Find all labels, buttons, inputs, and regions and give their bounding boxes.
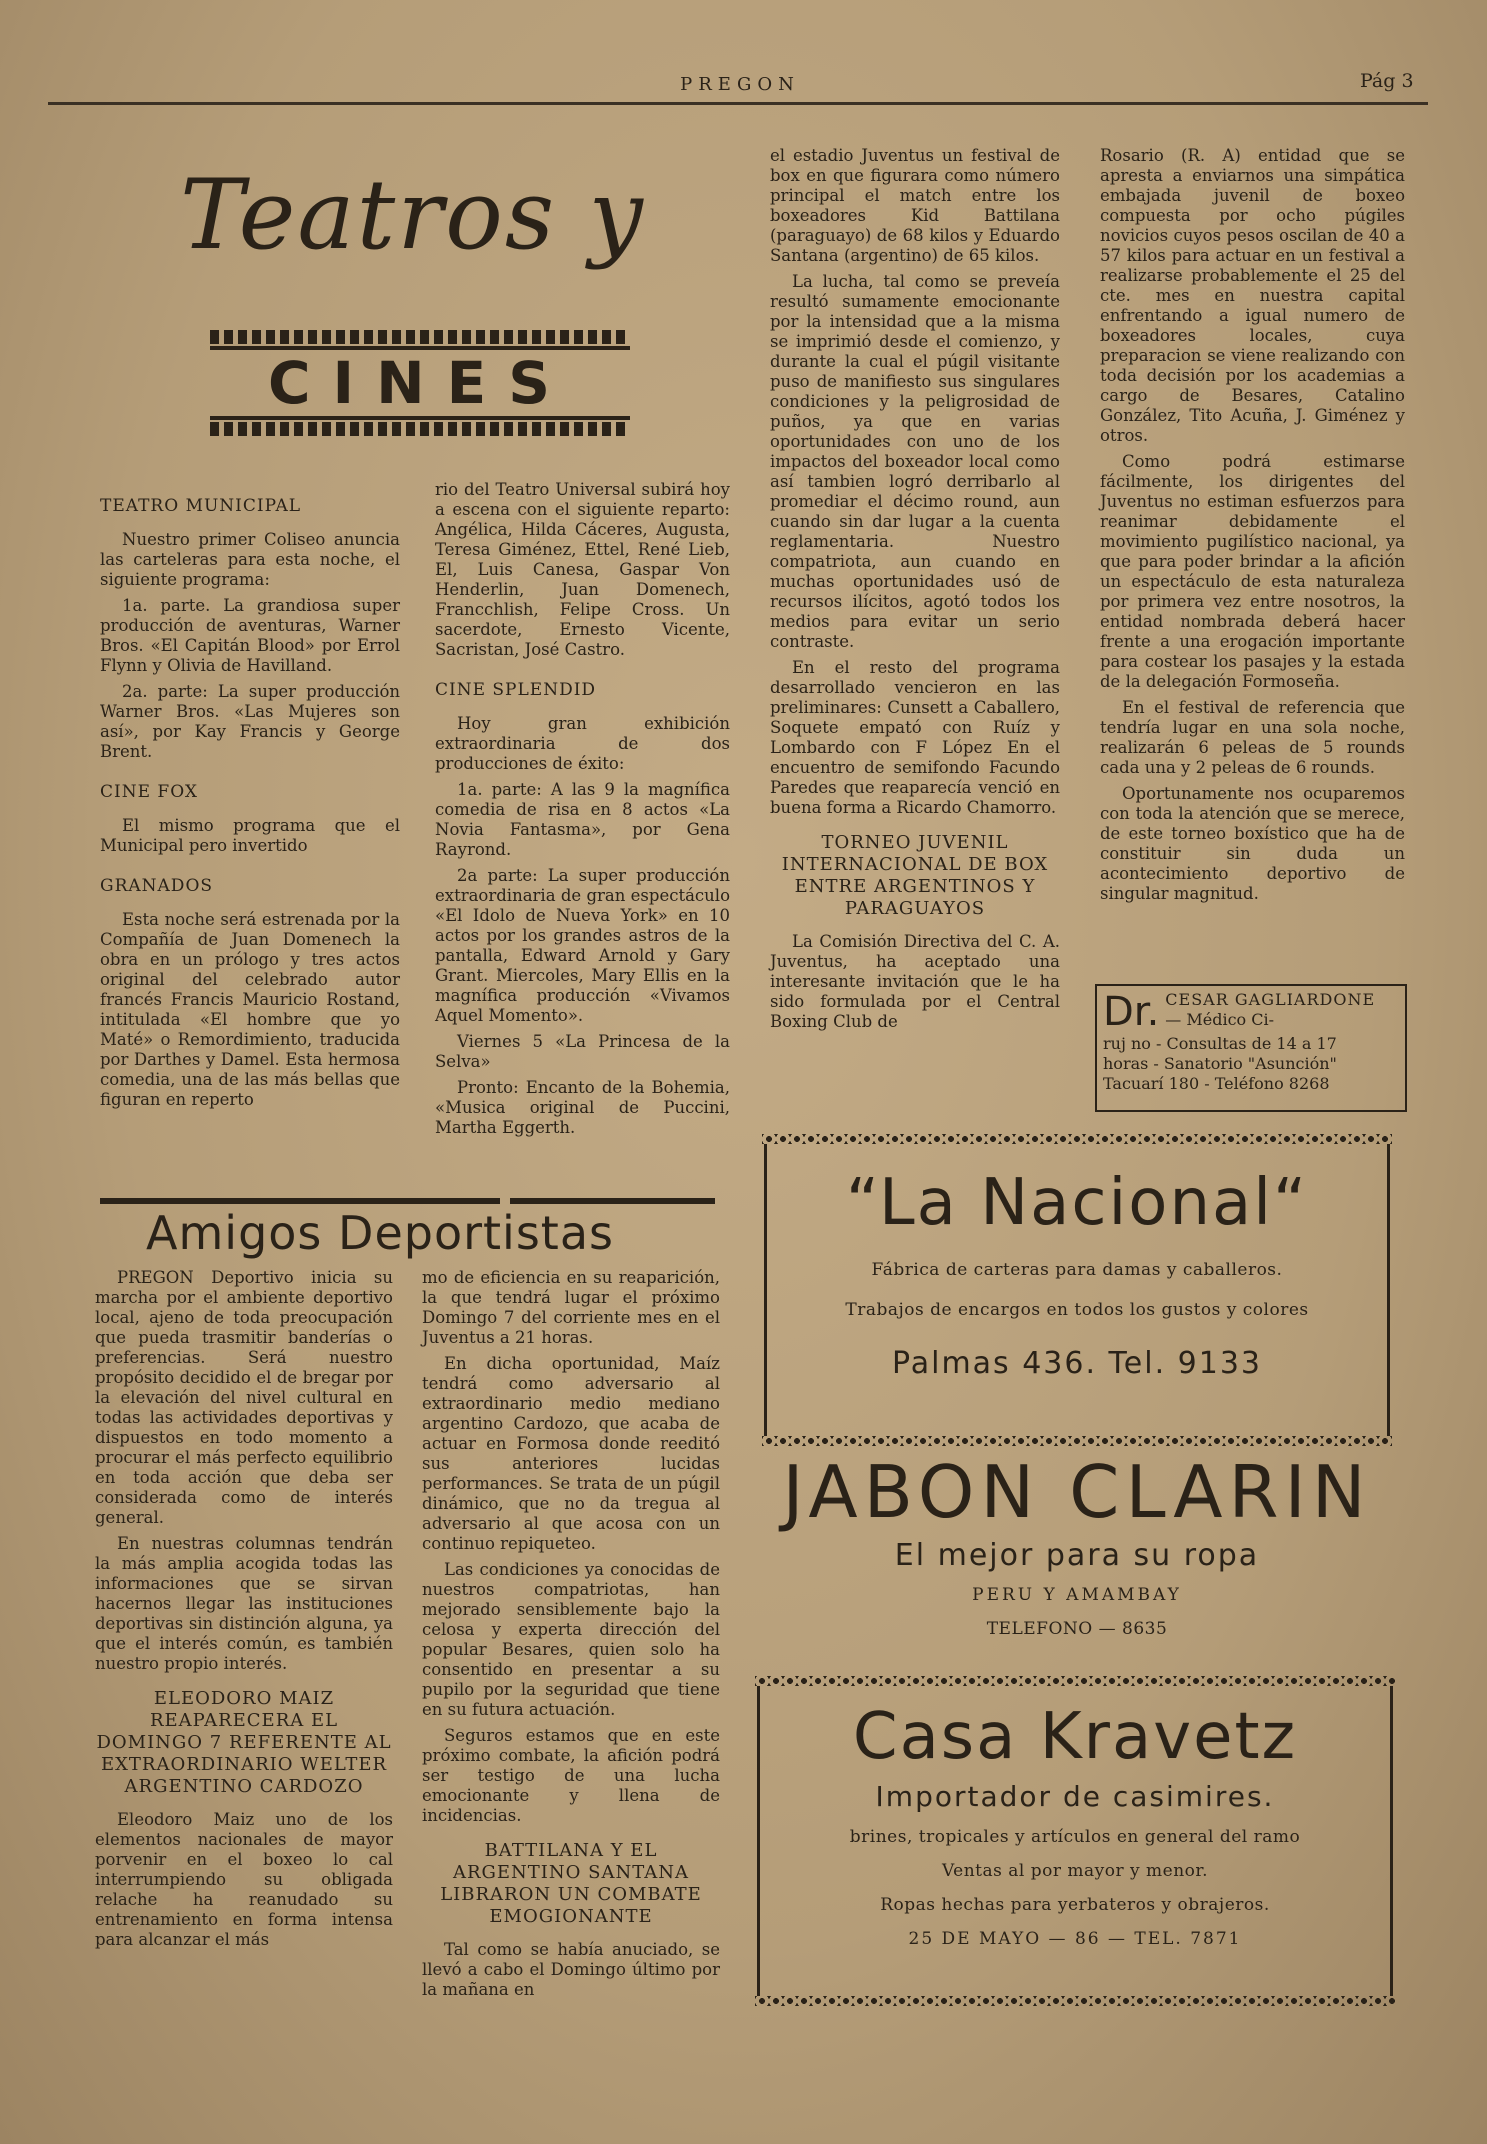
paragraph: Oportunamente nos ocuparemos con toda la atención que se merece, de este torneo boxístico que ha de constituir sin duda un acontecimiento deportivo de singular magnitud.	[1100, 784, 1405, 903]
chain-border-bottom	[762, 1436, 1392, 1446]
doctor-name: CESAR GAGLIARDONE	[1165, 990, 1376, 1009]
paragraph: En el resto del programa desarrollado vencieron en las preliminares: Cunsett a Caballero, Soquete empató con Ruíz y Lombardo con F López En el encuentro de semifondo Facundo Paredes que reaparecía venció en buena forma a Ricardo Chamorro.	[770, 658, 1060, 817]
column-teatros-1	[100, 476, 400, 1116]
paragraph: Como podrá estimarse fácilmente, los dirigentes del Juventus no estiman esfuerzos para reanimar debidamente el movimiento pugilístico nacional, ya que para poder brindar a la afición un espectáculo de esta naturaleza por primera vez entre nosotros, la entidad nombrada deberá hacer frente a una erogación importante para costear los pasajes y la estada de la delegación Formoseña.	[1100, 452, 1405, 691]
header-rule	[48, 102, 1428, 105]
amigos-title: Amigos Deportistas	[146, 1206, 614, 1260]
chain-border-top	[755, 1676, 1395, 1686]
paragraph: 1a. parte: A las 9 la magnífica comedia de risa en 8 actos «La Novia Fantasma», por Gena Rayrond.	[435, 780, 730, 859]
paragraph: Viernes 5 «La Princesa de la Selva»	[435, 1032, 730, 1071]
column-box-1	[770, 146, 1060, 1038]
paragraph: rio del Teatro Universal subirá hoy a escena con el siguiente reparto: Angélica, Hilda Cáceres, Augusta, Teresa Giménez, Ettel, René Lieb, El, Luis Canesa, Gaspar Von Henderlin, Juan Domenech, Francchlish, Felipe Cross. Un sacerdote, Ernesto Vicente, Sacristan, José Castro.	[435, 480, 730, 659]
doctor-ad	[1095, 984, 1407, 1112]
section-rule	[100, 1198, 500, 1204]
ad-jabon-clarin	[752, 1450, 1402, 1639]
section-heading: BATTILANA Y EL ARGENTINO SANTANA LIBRARON UN COMBATE EMOGIONANTE	[440, 1840, 702, 1927]
logo-dots-top	[210, 330, 630, 344]
section-rule	[510, 1198, 715, 1204]
section-heading: CINE SPLENDID	[435, 680, 597, 700]
section-heading: CINE FOX	[100, 782, 198, 802]
ad-title: Casa Kravetz	[852, 1700, 1298, 1774]
section-heading: TORNEO JUVENIL INTERNACIONAL DE BOX ENTRE ARGENTINOS Y PARAGUAYOS	[781, 832, 1049, 919]
ad-address: Palmas 436. Tel. 9133	[891, 1346, 1262, 1381]
paragraph: Hoy gran exhibición extraordinaria de dos producciones de éxito:	[435, 714, 730, 773]
doctor-line: Tacuarí 180 - Teléfono 8268	[1103, 1074, 1330, 1093]
masthead: PREGON	[680, 74, 800, 95]
ad-line: Ventas al por mayor y menor.	[941, 1861, 1209, 1881]
paragraph: PREGON Deportivo inicia su marcha por el ambiente deportivo local, ajeno de toda preocupación que pueda trasmitir banderías o preferencias. Será nuestro propósito decidido el de bregar por la elevación del nivel cultural en todas las actividades deportivas y dispuestos en todo momento a procurar el más perfecto equilibrio en toda acción que deba ser considerada como de interés general.	[95, 1268, 393, 1527]
section-heading: GRANADOS	[100, 876, 214, 896]
section-heading: ELEODORO MAIZ REAPARECERA EL DOMINGO 7 REFERENTE AL EXTRAORDINARIO WELTER ARGENTINO CARDOZO	[96, 1688, 392, 1797]
cines-band	[210, 330, 630, 417]
ad-title: “La Nacional“	[845, 1166, 1309, 1240]
paragraph: Esta noche será estrenada por la Compañía de Juan Domenech la obra en un prólogo y tres actos original del celebrado autor francés Francis Mauricio Rostand, intitulada «El hombre que yo Maté» o Remordimiento, traducida por Darthes y Damel. Esta hermosa comedia, una de las más bellas que figuran en reperto	[100, 910, 400, 1109]
ad-address: PERU Y AMAMBAY	[972, 1585, 1182, 1605]
paragraph: En el festival de referencia que tendría lugar en una sola noche, realizarán 6 peleas de 5 rounds cada una y 2 peleas de 6 rounds.	[1100, 698, 1405, 777]
page-number: Pág 3	[1360, 70, 1414, 92]
chain-border-top	[762, 1134, 1392, 1144]
paragraph: El mismo programa que el Municipal pero invertido	[100, 816, 400, 855]
ad-line: Importador de casimires.	[875, 1780, 1275, 1813]
section-heading: TEATRO MUNICIPAL	[100, 496, 302, 516]
paragraph: La lucha, tal como se preveía resultó sumamente emocionante por la intensidad que a la misma se imprimió desde el comienzo, y durante la cual el púgil visitante puso de manifiesto sus singulares condiciones y la peligrosidad de puños, ya que en varias oportunidades con uno de los impactos del boxeador local como así tambien logró derribarlo al promediar el décimo round, aun cuando sin dar lugar a la cuenta reglamentaria. Nuestro compatriota, aun cuando en muchas oportunidades usó de recursos ilícitos, agotó todos los medios para evitar un serio contraste.	[770, 272, 1060, 651]
paragraph: Tal como se había anuciado, se llevó a cabo el Domingo último por la mañana en	[422, 1940, 720, 1999]
paragraph: Rosario (R. A) entidad que se apresta a enviarnos una simpática embajada juvenil de boxeo compuesta por ocho púgiles novicios cuyos pesos oscilan de 40 a 57 kilos para actuar en un festival a realizarse probablemente el 25 del cte. mes en nuestra capital enfrentando a igual numero de boxeadores locales, cuya preparacion se viene realizando con toda decisión por los academias a cargo de Besares, Catalino González, Tito Acuña, J. Giménez y otros.	[1100, 146, 1405, 445]
paragraph: mo de eficiencia en su reaparición, la que tendrá lugar el próximo Domingo 7 del corriente mes en el Juventus a 21 horas.	[422, 1268, 720, 1347]
ad-phone: TELEFONO — 8635	[986, 1619, 1168, 1639]
paragraph: En dicha oportunidad, Maíz tendrá como adversario al extraordinario medio mediano argentino Cardozo, que acaba de actuar en Formosa donde reeditó sus anteriores lucidas performances. Se trata de un púgil dinámico, que no da tregua al adversario al que acosa con un continuo repiqueteo.	[422, 1354, 720, 1553]
column-amigos-2	[422, 1268, 720, 2006]
chain-border-bottom	[755, 1996, 1395, 2006]
doctor-line: — Médico Ci-	[1165, 1010, 1275, 1029]
ad-la-nacional	[762, 1134, 1392, 1434]
paragraph: Pronto: Encanto de la Bohemia, «Musica original de Puccini, Martha Eggerth.	[435, 1078, 730, 1137]
paragraph: Las condiciones ya conocidas de nuestros compatriotas, han mejorado sensiblemente bajo la celosa y experta dirección del popular Besares, quien solo ha consentido en presentar a su pupilo por la seguridad que tiene en su futura actuación.	[422, 1560, 720, 1719]
paragraph: La Comisión Directiva del C. A. Juventus, ha aceptado una interesante invitación que le ha sido formulada por el Central Boxing Club de	[770, 932, 1060, 1031]
column-box-2	[1100, 146, 1405, 910]
column-amigos-1	[95, 1268, 393, 1956]
paragraph: el estadio Juventus un festival de box en que figurara como número principal el match entre los boxeadores Kid Battilana (paraguayo) de 68 kilos y Eduardo Santana (argentino) de 65 kilos.	[770, 146, 1060, 265]
ad-line: Ropas hechas para yerbateros y obrajeros.	[880, 1895, 1270, 1915]
ad-slogan: El mejor para su ropa	[894, 1538, 1260, 1573]
paragraph: Eleodoro Maiz uno de los elementos nacionales de mayor porvenir en el boxeo lo cal interrumpiendo su obligada relache ha reanudado su entrenamiento en forma intensa para alcanzar el más	[95, 1810, 393, 1949]
ad-title: JABON CLARIN	[782, 1450, 1372, 1534]
paragraph: 2a parte: La super producción extraordinaria de gran espectáculo «El Idolo de Nueva York» en 10 actos por los grandes astros de la pantalla, Edward Arnold y Gary Grant. Miercoles, Mary Ellis en la magnífica producción «Vivamos Aquel Momento».	[435, 866, 730, 1025]
paragraph: Nuestro primer Coliseo anuncia las carteleras para esta noche, el siguiente programa:	[100, 530, 400, 589]
logo-dots-bottom	[210, 422, 630, 436]
ad-address: 25 DE MAYO — 86 — TEL. 7871	[908, 1929, 1242, 1949]
column-teatros-2	[435, 480, 730, 1144]
ad-casa-kravetz	[755, 1676, 1395, 2002]
logo-script-text: Teatros y	[180, 159, 645, 271]
doctor-line: ruj no - Consultas de 14 a 17	[1103, 1034, 1337, 1053]
paragraph: 1a. parte. La grandiosa super producción de aventuras, Warner Bros. «El Capitán Blood» por Errol Flynn y Olivia de Havilland.	[100, 596, 400, 675]
ad-line: Fábrica de carteras para damas y caballeros.	[871, 1260, 1283, 1280]
paragraph: Seguros estamos que en este próximo combate, la afición podrá ser testigo de una lucha emocionante y llena de incidencias.	[422, 1726, 720, 1825]
logo-cines-text: CINES	[210, 346, 630, 420]
ad-line: Trabajos de encargos en todos los gustos y colores	[845, 1300, 1309, 1320]
doctor-prefix: Dr.	[1103, 989, 1160, 1035]
doctor-line: horas - Sanatorio "Asunción"	[1103, 1054, 1337, 1073]
paragraph: En nuestras columnas tendrán la más amplia acogida todas las informaciones que se sirvan hacernos llegar las instituciones deportivas sin distinción alguna, ya que el interés común, es también nuestro propio interés.	[95, 1534, 393, 1673]
paragraph: 2a. parte: La super producción Warner Bros. «Las Mujeres son así», por Kay Francis y George Brent.	[100, 682, 400, 761]
ad-line: brines, tropicales y artículos en general del ramo	[849, 1827, 1301, 1847]
